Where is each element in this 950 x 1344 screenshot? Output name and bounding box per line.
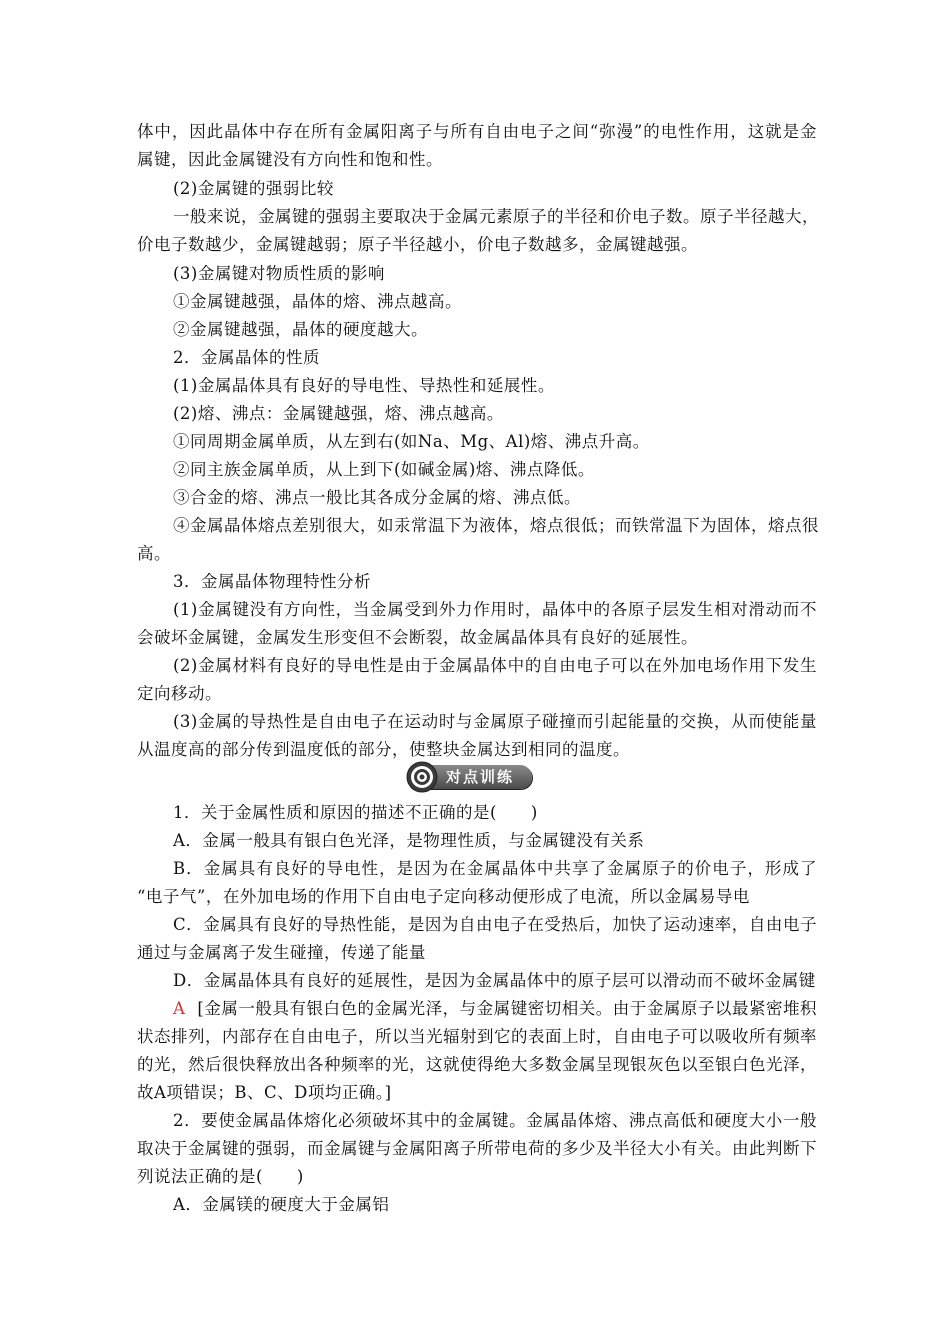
- explanation-text: [金属一般具有银白色的金属光泽，与金属键密切相关。由于金属原子以最紧密堆积: [197, 999, 817, 1018]
- answer-explanation: 状态排列，内部存在自由电子，所以当光辐射到它的表面上时，自由电子可以吸收所有频率: [137, 1027, 817, 1046]
- practice-banner-label: 对点训练: [446, 768, 515, 786]
- answer-label: A: [173, 999, 186, 1018]
- section-heading: 3．金属晶体物理特性分析: [173, 572, 371, 591]
- question-option: A．金属镁的硬度大于金属铝: [173, 1195, 390, 1214]
- question-stem: 列说法正确的是( ): [137, 1167, 304, 1186]
- paragraph-line: 一般来说，金属键的强弱主要取决于金属元素原子的半径和价电子数。原子半径越大，: [173, 207, 819, 226]
- question-option: C．金属具有良好的导热性能，是因为自由电子在受热后，加快了运动速率，自由电子: [173, 915, 817, 934]
- question-option: “电子气”，在外加电场的作用下自由电子定向移动便形成了电流，所以金属易导电: [137, 887, 750, 906]
- target-icon: [406, 761, 438, 793]
- paragraph-line: (2)金属材料有良好的导电性是由于金属晶体中的自由电子可以在外加电场作用下发生: [173, 656, 817, 675]
- paragraph-line: 定向移动。: [137, 684, 222, 703]
- list-item: ②金属键越强，晶体的硬度越大。: [173, 320, 428, 339]
- section-heading: (2)金属键的强弱比较: [173, 179, 334, 198]
- list-item: ①同周期金属单质，从左到右(如Na、Mg、Al)熔、沸点升高。: [173, 432, 650, 451]
- paragraph-line: 会破坏金属键，金属发生形变但不会断裂，故金属晶体具有良好的延展性。: [137, 628, 698, 647]
- answer-explanation: 的光，然后很快释放出各种频率的光，这就使得绝大多数金属呈现银灰色以至银白色光泽，: [137, 1055, 817, 1074]
- question-option: B．金属具有良好的导电性，是因为在金属晶体中共享了金属原子的价电子，形成了: [173, 859, 817, 878]
- question-option: A．金属一般具有银白色光泽，是物理性质，与金属键没有关系: [173, 831, 645, 850]
- question-stem: 1．关于金属性质和原因的描述不正确的是( ): [173, 803, 538, 822]
- list-item: ②同主族金属单质，从上到下(如碱金属)熔、沸点降低。: [173, 460, 595, 479]
- question-option: D．金属晶体具有良好的延展性，是因为金属晶体中的原子层可以滑动而不破坏金属键: [173, 971, 816, 990]
- paragraph-line: 价电子数越少，金属键越弱；原子半径越小，价电子数越多，金属键越强。: [137, 235, 698, 254]
- list-item: ④金属晶体熔点差别很大，如汞常温下为液体，熔点很低；而铁常温下为固体，熔点很: [173, 516, 819, 535]
- question-stem: 2．要使金属晶体熔化必须破坏其中的金属键。金属晶体熔、沸点高低和硬度大小一般: [173, 1111, 817, 1130]
- list-item: ①金属键越强，晶体的熔、沸点越高。: [173, 292, 462, 311]
- paragraph-line: 高。: [137, 544, 171, 563]
- paragraph-line: 从温度高的部分传到温度低的部分，使整块金属达到相同的温度。: [137, 740, 630, 759]
- answer-explanation: 故A项错误；B、C、D项均正确。]: [137, 1083, 392, 1102]
- paragraph-line: (2)熔、沸点：金属键越强，熔、沸点越高。: [173, 404, 504, 423]
- question-option: 通过与金属离子发生碰撞，传递了能量: [137, 943, 426, 962]
- section-heading: 2．金属晶体的性质: [173, 348, 320, 367]
- paragraph-line: 属键，因此金属键没有方向性和饱和性。: [137, 150, 443, 169]
- paragraph-line: (1)金属键没有方向性，当金属受到外力作用时，晶体中的各原子层发生相对滑动而不: [173, 600, 817, 619]
- section-heading: (3)金属键对物质性质的影响: [173, 264, 385, 283]
- question-stem: 取决于金属键的强弱，而金属键与金属阳离子所带电荷的多少及半径大小有关。由此判断下: [137, 1139, 817, 1158]
- paragraph-line: (3)金属的导热性是自由电子在运动时与金属原子碰撞而引起能量的交换，从而使能量: [173, 712, 817, 731]
- practice-banner: [410, 763, 532, 791]
- paragraph-line: (1)金属晶体具有良好的导电性、导热性和延展性。: [173, 376, 555, 395]
- practice-banner-pill: [410, 765, 532, 789]
- paragraph-line: 体中，因此晶体中存在所有金属阳离子与所有自由电子之间“弥漫”的电性作用，这就是金: [137, 122, 817, 141]
- answer-explanation: [173, 995, 817, 1023]
- list-item: ③合金的熔、沸点一般比其各成分金属的熔、沸点低。: [173, 488, 581, 507]
